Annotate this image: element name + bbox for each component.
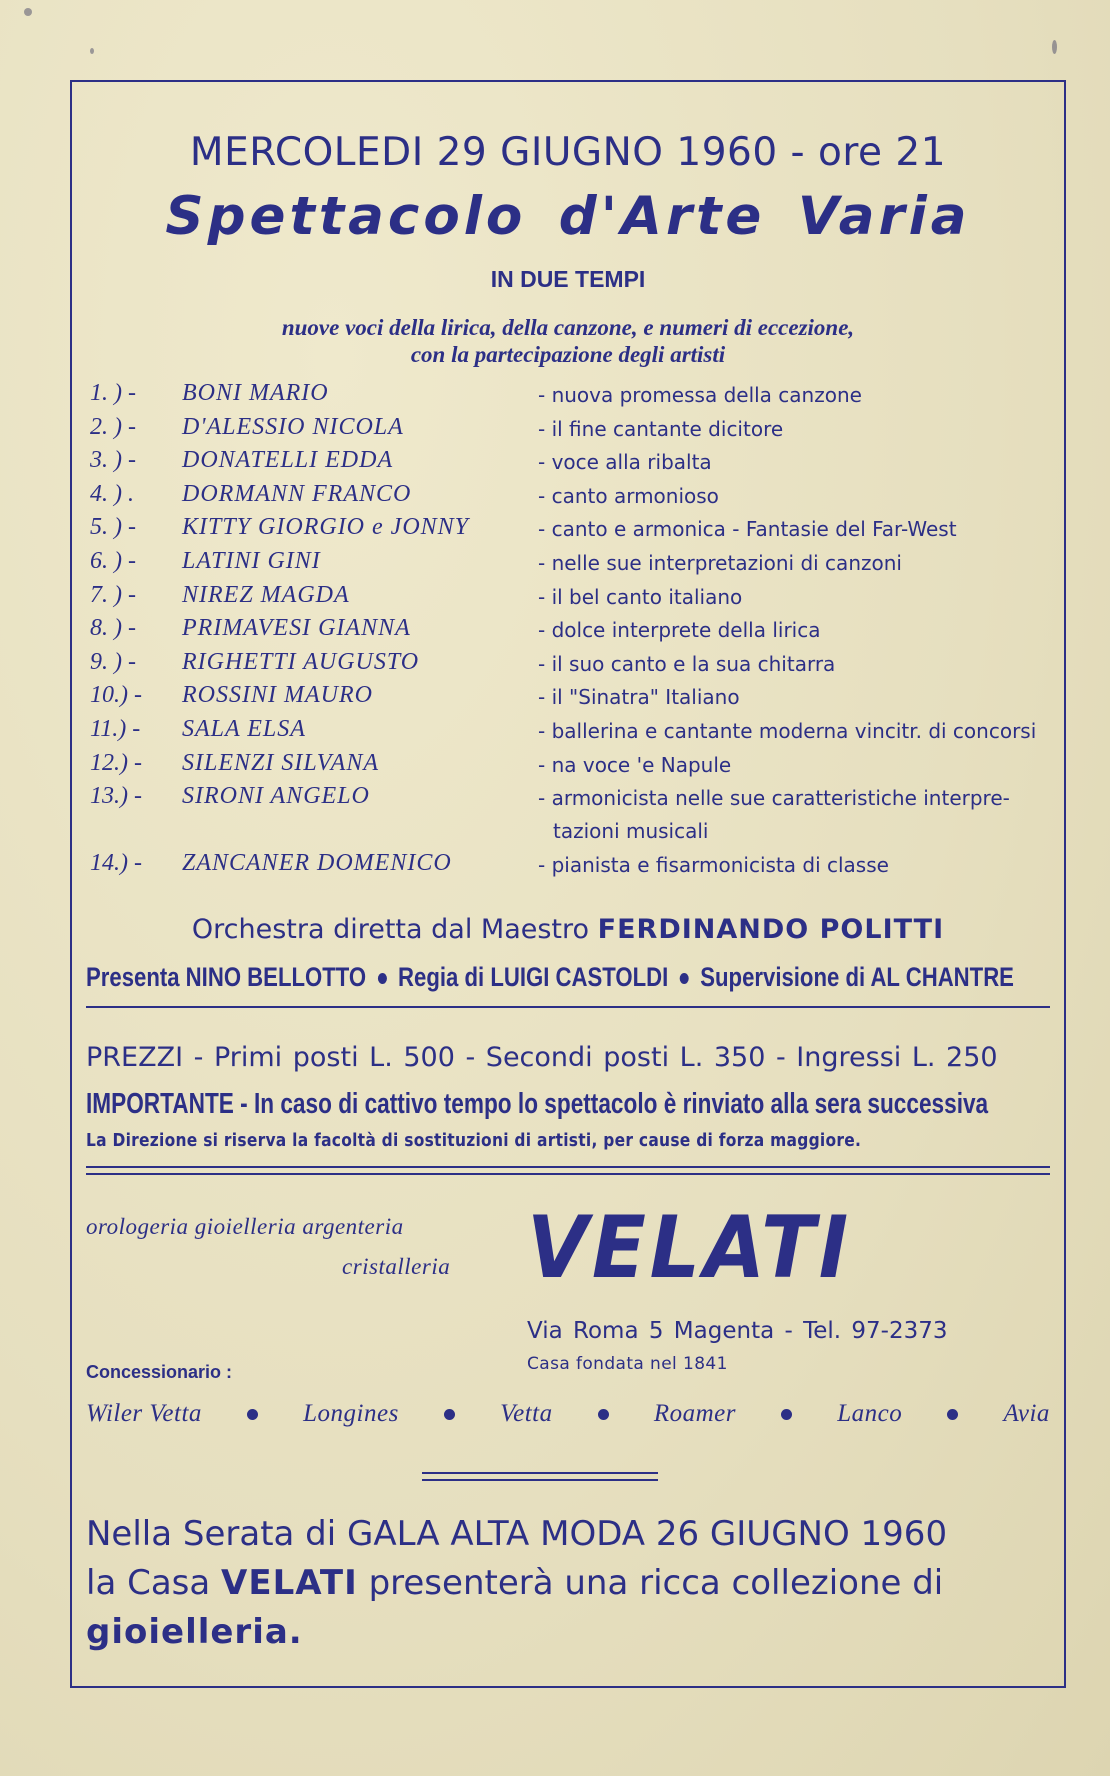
intro-line: con la partecipazione degli artisti xyxy=(410,342,726,367)
orchestra-prefix: Orchestra diretta dal Maestro xyxy=(191,914,590,945)
list-item xyxy=(90,380,1050,414)
divider xyxy=(86,1166,1050,1168)
item-number: 9. ) - xyxy=(90,648,136,675)
artist-description: - na voce 'e Napule xyxy=(538,752,732,777)
artist-description: - canto e armonica - Fantasie del Far-West xyxy=(538,517,957,542)
watch-brands xyxy=(86,1400,1050,1428)
brand-name: Longines xyxy=(303,1400,399,1427)
artist-description: - armonicista nelle sue caratteristiche interpre- xyxy=(538,786,1010,811)
brand-name: Wiler Vetta xyxy=(86,1400,202,1427)
list-item xyxy=(90,447,1050,481)
artist-description: - voce alla ribalta xyxy=(538,450,712,475)
event-date: MERCOLEDI 29 GIUGNO 1960 - ore 21 xyxy=(189,130,947,175)
poster-frame xyxy=(70,80,1066,1688)
artist-description: - canto armonioso xyxy=(538,483,719,508)
divider xyxy=(422,1479,658,1481)
list-item xyxy=(90,750,1050,784)
bullet-icon xyxy=(781,1409,792,1420)
divider xyxy=(86,1006,1050,1008)
credits-line xyxy=(86,962,1045,1000)
gala-text: presenterà una ricca collezione di xyxy=(368,1563,944,1603)
artist-list xyxy=(90,380,1050,884)
gala-text: la Casa xyxy=(86,1563,211,1603)
sponsor-address: Via Roma 5 Magenta - Tel. 97-2373 xyxy=(527,1318,948,1344)
gala-brand: VELATI xyxy=(221,1563,358,1603)
sponsor-logo: VELATI xyxy=(527,1198,852,1298)
list-item xyxy=(90,582,1050,616)
artist-name: SALA ELSA xyxy=(182,715,306,742)
divider xyxy=(422,1472,658,1474)
event-intro xyxy=(72,314,1064,368)
artist-name: NIREZ MAGDA xyxy=(182,581,350,608)
bullet-icon xyxy=(444,1409,455,1420)
artist-name: D'ALESSIO NICOLA xyxy=(182,413,404,440)
artist-name: DORMANN FRANCO xyxy=(182,480,412,507)
bullet-icon xyxy=(680,973,689,984)
brand-name: Vetta xyxy=(500,1400,553,1427)
paper-speck xyxy=(1052,40,1057,54)
item-number: 11.) - xyxy=(90,715,141,742)
bullet-icon xyxy=(947,1409,958,1420)
artist-name: BONI MARIO xyxy=(182,380,329,406)
gala-announcement xyxy=(86,1510,1050,1657)
list-item xyxy=(90,783,1050,850)
artist-name: ZANCANER DOMENICO xyxy=(182,850,452,877)
list-item xyxy=(90,615,1050,649)
paper-speck xyxy=(90,48,94,54)
item-number: 2. ) - xyxy=(90,413,136,440)
presenter-credit: Presenta NINO BELLOTTO xyxy=(86,962,367,992)
item-number: 8. ) - xyxy=(90,615,136,642)
artist-description: - ballerina e cantante moderna vincitr. di concorsi xyxy=(538,718,1037,743)
item-number: 12.) - xyxy=(90,749,142,776)
paper-speck xyxy=(24,8,32,16)
item-number: 13.) - xyxy=(90,783,142,810)
gala-closing: gioielleria. xyxy=(86,1612,303,1652)
list-item xyxy=(90,716,1050,750)
direction-note: La Direzione si riserva la facoltà di sostituzioni di artisti, per cause di forza maggiore. xyxy=(86,1130,862,1151)
artist-description: - il "Sinatra" Italiano xyxy=(538,685,740,710)
item-number: 5. ) - xyxy=(90,514,136,541)
event-subtitle: IN DUE TEMPI xyxy=(490,266,646,292)
list-item xyxy=(90,649,1050,683)
shop-description-2: cristalleria xyxy=(342,1254,451,1279)
director-credit: Regia di LUIGI CASTOLDI xyxy=(398,962,669,992)
artist-name: RIGHETTI AUGUSTO xyxy=(182,648,420,675)
artist-name: KITTY GIORGIO e JONNY xyxy=(182,514,470,541)
list-item xyxy=(90,548,1050,582)
gala-line xyxy=(86,1608,1050,1657)
artist-name: SILENZI SILVANA xyxy=(182,749,380,776)
bullet-icon xyxy=(378,973,387,984)
item-number: 7. ) - xyxy=(90,581,136,608)
artist-description: - pianista e fisarmonicista di classe xyxy=(538,853,889,878)
artist-description: - dolce interprete della lirica xyxy=(538,618,821,643)
brand-name: Roamer xyxy=(653,1400,736,1427)
intro-line: nuove voci della lirica, della canzone, e numeri di eccezione, xyxy=(281,315,855,340)
sponsor-founded: Casa fondata nel 1841 xyxy=(527,1354,728,1374)
item-number: 10.) - xyxy=(90,682,142,709)
item-number: 4. ) . xyxy=(90,480,134,507)
artist-description: - nelle sue interpretazioni di canzoni xyxy=(538,550,902,575)
brand-name: Lanco xyxy=(837,1400,903,1427)
list-item xyxy=(90,414,1050,448)
list-item xyxy=(90,850,1050,884)
item-number: 6. ) - xyxy=(90,547,136,574)
conductor-name: FERDINANDO POLITTI xyxy=(597,914,945,945)
event-title: Spettacolo d'Arte Varia xyxy=(165,186,971,247)
important-notice: IMPORTANTE - In caso di cattivo tempo lo spettacolo è rinviato alla sera successiva xyxy=(86,1088,989,1120)
orchestra-line xyxy=(72,914,1064,945)
gala-line: Nella Serata di GALA ALTA MODA 26 GIUGNO 1960 xyxy=(86,1514,948,1554)
artist-description: - il bel canto italiano xyxy=(538,584,743,609)
list-item xyxy=(90,481,1050,515)
artist-description: - il fine cantante dicitore xyxy=(538,416,784,441)
artist-description: - il suo canto e la sua chitarra xyxy=(538,651,836,676)
artist-description-continued: tazioni musicali xyxy=(553,819,709,844)
bullet-icon xyxy=(247,1409,258,1420)
artist-name: PRIMAVESI GIANNA xyxy=(182,615,411,642)
gala-line xyxy=(86,1559,1050,1608)
artist-name: SIRONI ANGELO xyxy=(182,783,370,810)
item-number: 3. ) - xyxy=(90,447,136,474)
artist-name: LATINI GINI xyxy=(182,547,321,574)
supervisor-credit: Supervisione di AL CHANTRE xyxy=(700,962,1014,992)
artist-name: DONATELLI EDDA xyxy=(182,447,394,474)
artist-description: - nuova promessa della canzone xyxy=(538,383,862,407)
artist-name: ROSSINI MAURO xyxy=(182,682,373,709)
divider xyxy=(86,1173,1050,1175)
item-number: 1. ) - xyxy=(90,380,136,406)
bullet-icon xyxy=(598,1409,609,1420)
list-item xyxy=(90,682,1050,716)
item-number: 14.) - xyxy=(90,850,142,877)
shop-description: orologeria gioielleria argenteria xyxy=(86,1214,404,1239)
brand-name: Avia xyxy=(1003,1400,1050,1427)
prices-line: PREZZI - Primi posti L. 500 - Secondi posti L. 350 - Ingressi L. 250 xyxy=(86,1042,998,1073)
dealer-label: Concessionario : xyxy=(86,1362,233,1382)
list-item xyxy=(90,514,1050,548)
